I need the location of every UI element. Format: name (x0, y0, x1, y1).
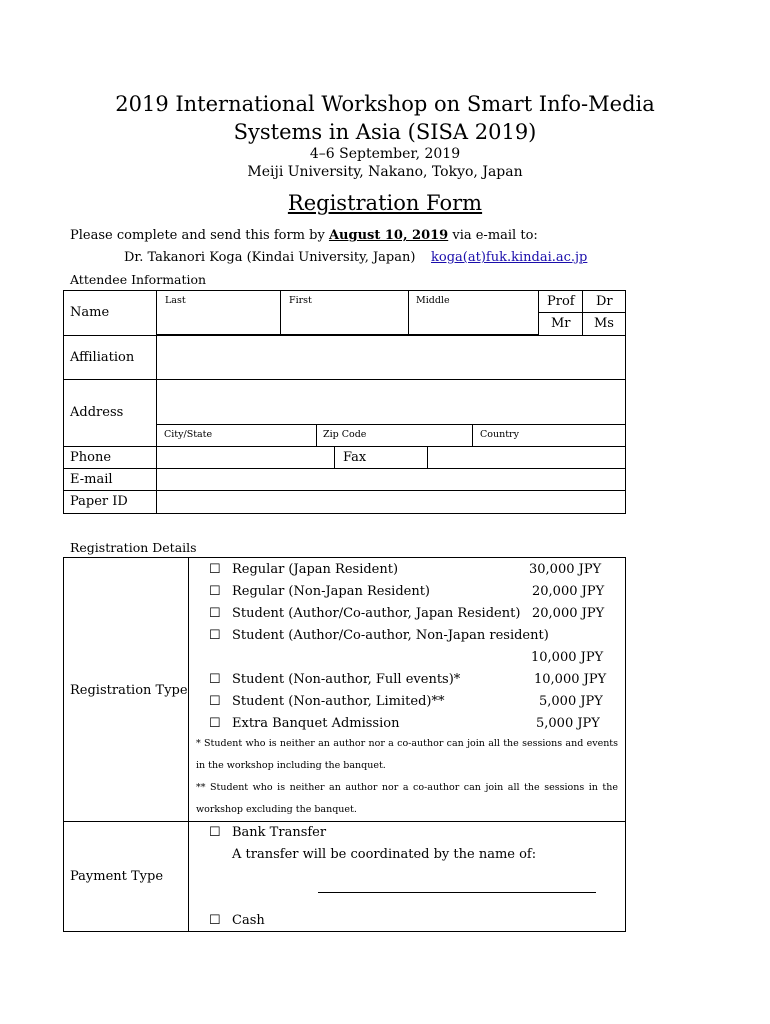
zip-code-label: Zip Code (323, 429, 367, 440)
first-name-label: First (289, 295, 312, 306)
price-extra-banquet: 5,000 JPY (536, 716, 600, 731)
event-venue: Meiji University, Nakano, Tokyo, Japan (247, 164, 523, 180)
option-student-author-japan: Student (Author/Co-author, Japan Resident) (232, 606, 521, 621)
contact-name: Dr. Takanori Koga (Kindai University, Japan) (124, 250, 416, 265)
option-student-non-author-limited: Student (Non-author, Limited)** (232, 694, 445, 709)
price-regular-non-japan: 20,000 JPY (532, 584, 605, 599)
address-label: Address (70, 405, 124, 420)
instructions-suffix: via e-mail to: (448, 228, 538, 243)
name-label: Name (70, 305, 110, 320)
affiliation-label: Affiliation (70, 350, 135, 365)
email-input[interactable] (157, 469, 624, 489)
title-line-2: Systems in Asia (SISA 2019) (233, 120, 537, 144)
title-option-ms[interactable]: Ms (594, 316, 614, 331)
city-state-label: City/State (164, 429, 213, 440)
checkbox-cash[interactable]: ☐ (209, 913, 221, 928)
fax-label: Fax (343, 450, 367, 465)
first-name-input[interactable] (281, 308, 407, 333)
price-student-author-non-japan: 10,000 JPY (531, 650, 604, 665)
price-regular-japan: 30,000 JPY (529, 562, 602, 577)
registration-type-label: Registration Type (70, 683, 188, 698)
title-option-prof[interactable]: Prof (547, 294, 575, 309)
affiliation-input[interactable] (157, 336, 624, 378)
option-extra-banquet: Extra Banquet Admission (232, 716, 400, 731)
event-date: 4–6 September, 2019 (309, 146, 461, 162)
phone-input[interactable] (157, 447, 333, 467)
country-label: Country (480, 429, 519, 440)
attendee-section-label: Attendee Information (70, 272, 207, 287)
instructions-prefix: Please complete and send this form by (70, 228, 329, 243)
option-regular-non-japan: Regular (Non-Japan Resident) (232, 584, 431, 599)
phone-label: Phone (70, 450, 112, 465)
title-option-dr[interactable]: Dr (596, 294, 613, 309)
transfer-name-line[interactable] (318, 892, 596, 893)
title-option-mr[interactable]: Mr (551, 316, 571, 331)
checkbox-regular-japan[interactable]: ☐ (209, 562, 221, 577)
title-line-1: 2019 International Workshop on Smart Info-Media (115, 92, 655, 116)
fax-input[interactable] (428, 447, 624, 467)
option-regular-japan: Regular (Japan Resident) (232, 562, 399, 577)
checkbox-student-author-non-japan[interactable]: ☐ (209, 628, 221, 643)
checkbox-student-non-author-full[interactable]: ☐ (209, 672, 221, 687)
instructions (70, 228, 538, 243)
footnote-limited: ** Student who is neither an author nor a co-author can join all the sessions in the workshop excluding the banquet. (196, 782, 618, 815)
last-name-input[interactable] (157, 308, 279, 333)
option-student-author-non-japan: Student (Author/Co-author, Non-Japan resident) (232, 628, 549, 643)
price-student-non-author-limited: 5,000 JPY (539, 694, 603, 709)
footnote-full-events: * Student who is neither an author nor a co-author can join all the sessions and events in the workshop including the banquet. (196, 738, 618, 771)
registration-section-label: Registration Details (70, 540, 197, 555)
checkbox-bank-transfer[interactable]: ☐ (209, 825, 221, 840)
deadline: August 10, 2019 (328, 228, 449, 243)
paper-id-label: Paper ID (70, 494, 128, 509)
checkbox-student-non-author-limited[interactable]: ☐ (209, 694, 221, 709)
option-cash: Cash (232, 913, 265, 928)
middle-name-label: Middle (416, 295, 450, 306)
paper-id-input[interactable] (157, 491, 624, 512)
checkbox-regular-non-japan[interactable]: ☐ (209, 584, 221, 599)
bank-transfer-note: A transfer will be coordinated by the name of: (232, 847, 537, 862)
middle-name-input[interactable] (409, 308, 537, 333)
checkbox-extra-banquet[interactable]: ☐ (209, 716, 221, 731)
email-label: E-mail (70, 472, 113, 487)
price-student-non-author-full: 10,000 JPY (534, 672, 607, 687)
price-student-author-japan: 20,000 JPY (532, 606, 605, 621)
form-title: Registration Form (287, 191, 483, 215)
option-student-non-author-full: Student (Non-author, Full events)* (232, 672, 461, 687)
address-input[interactable] (157, 380, 624, 423)
last-name-label: Last (165, 295, 186, 306)
checkbox-student-author-japan[interactable]: ☐ (209, 606, 221, 621)
option-bank-transfer: Bank Transfer (232, 825, 327, 840)
contact-email-link[interactable]: koga(at)fuk.kindai.ac.jp (431, 250, 588, 265)
payment-type-label: Payment Type (70, 869, 164, 884)
